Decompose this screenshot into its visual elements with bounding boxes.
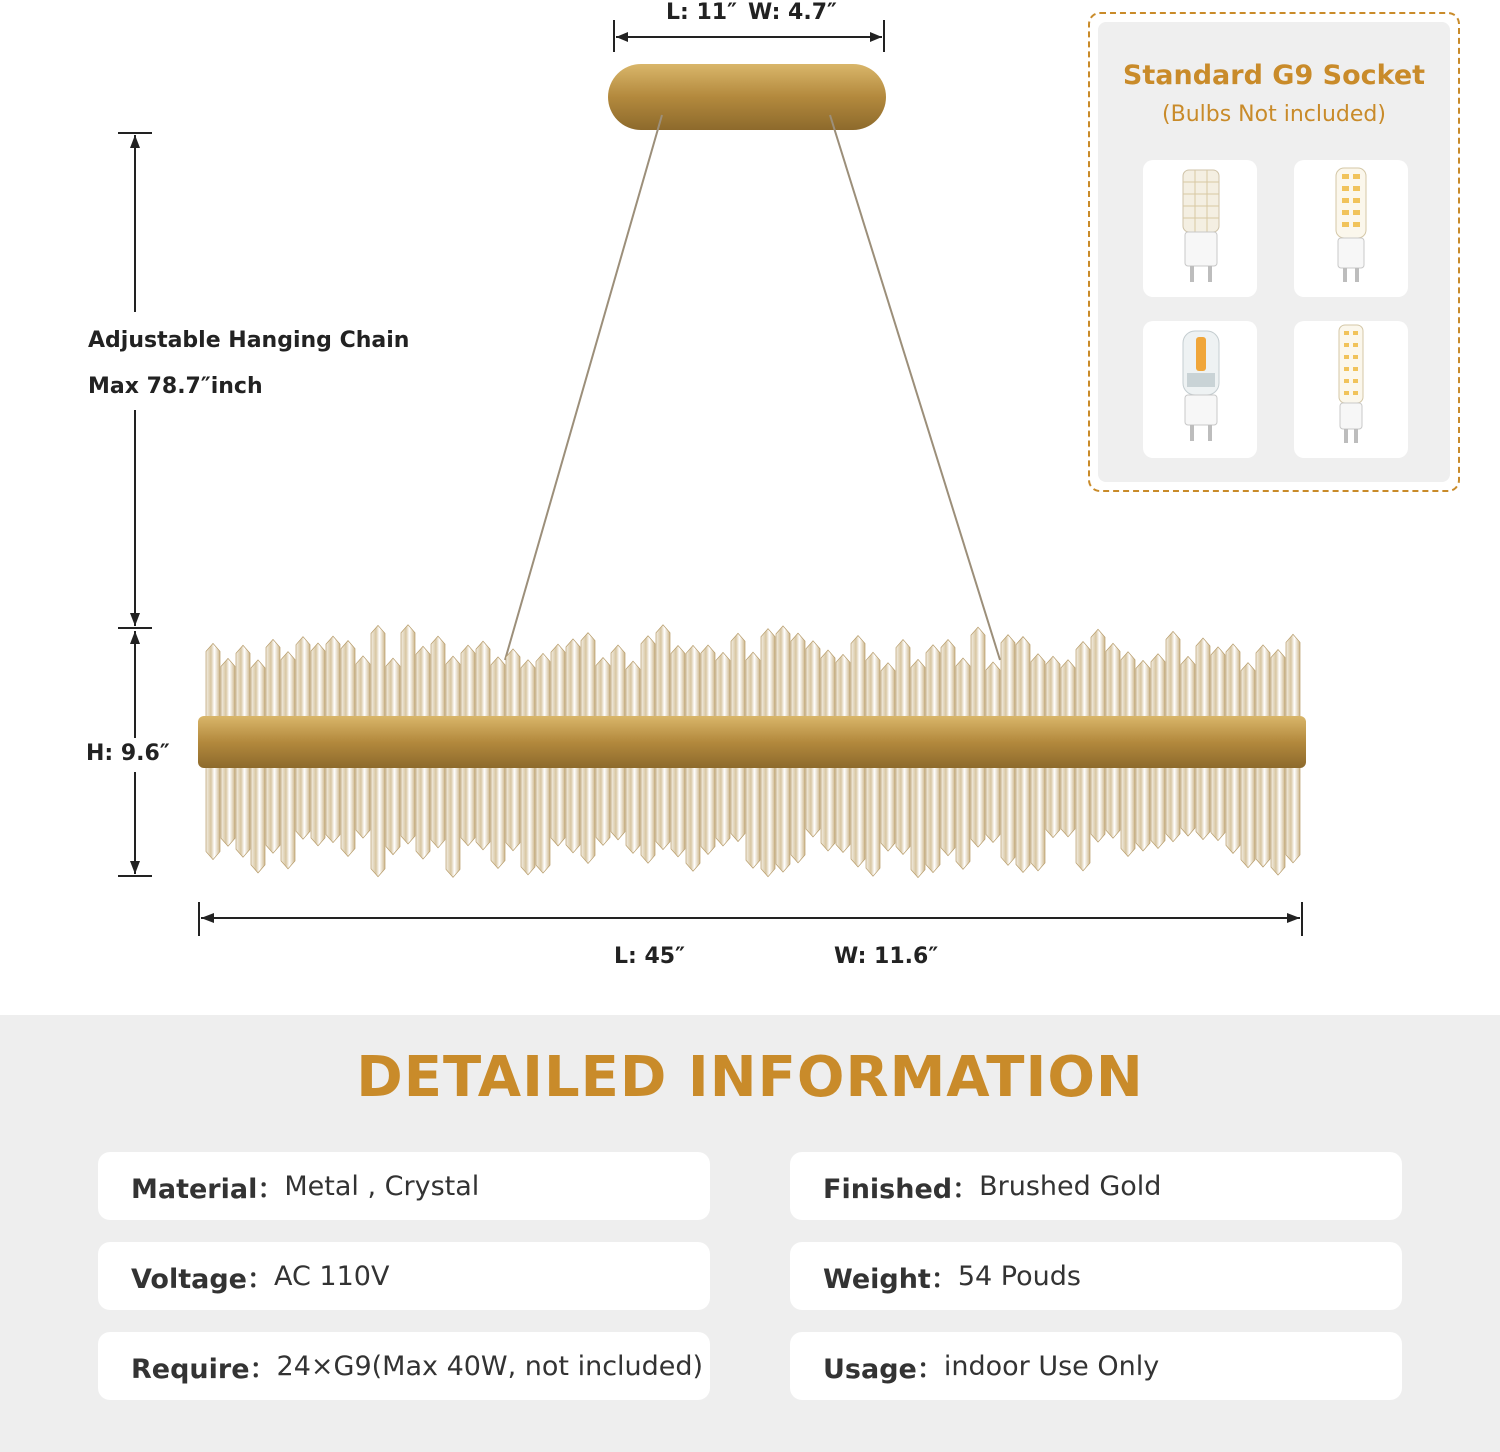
crystal-prism [926,766,940,873]
crystal-prism [806,766,820,837]
crystal-prism [1211,647,1225,718]
crystal-prism [1151,766,1165,848]
crystal-prism [581,633,595,718]
info-value: Metal , Crystal [284,1170,480,1202]
crystal-prism [1001,766,1015,865]
crystal-prism [491,657,505,718]
crystal-prism [1136,766,1150,851]
crystal-prism [836,766,850,853]
crystal-prism [326,636,340,718]
crystal-prism [1031,654,1045,718]
info-section [0,1015,1500,1452]
crystal-prism [596,658,610,718]
crystal-prism [821,650,835,718]
g9-cob-bulb-icon [1143,321,1257,458]
info-row-weight [790,1242,1402,1310]
info-row-finished [790,1152,1402,1220]
crystal-prism [731,633,745,718]
crystal-prism [491,766,505,868]
crystal-prism [1226,644,1240,718]
crystal-prism [296,766,310,839]
crystal-prism [521,660,535,718]
crystal-prism [956,658,970,718]
crystal-prism [971,627,985,718]
crystal-prism [1166,766,1180,842]
canopy-width-label: W: 4.7″ [748,0,837,25]
crystal-prism [281,652,295,718]
crystal-prism [611,766,625,840]
crystal-prism [371,625,385,718]
crystal-prism [236,645,250,718]
crystal-prism [266,639,280,718]
hanging-cable-left [505,115,662,660]
crystal-prism [581,766,595,863]
chain-label [88,318,409,410]
crystal-prism [941,766,955,856]
height-label: H: 9.6″ [86,741,170,766]
crystal-prism [911,766,925,878]
socket-panel [1088,12,1460,492]
info-value: Brushed Gold [979,1170,1162,1202]
crystal-prism [1016,766,1030,873]
gold-band [198,716,1306,768]
crystal-prism [866,652,880,718]
crystal-prism [911,659,925,718]
crystal-prism [506,649,520,718]
info-key: Weight： [823,1263,958,1295]
crystal-prism [506,766,520,851]
crystal-prism [401,766,415,844]
crystal-prism [251,766,265,873]
crystal-prism [371,766,385,877]
crystal-prism [1211,766,1225,841]
crystal-prism [1181,766,1195,836]
info-key: Voltage： [131,1263,274,1295]
crystal-prism [956,766,970,869]
crystal-prism [1136,660,1150,718]
crystal-prism [1181,656,1195,718]
crystal-prism [851,636,865,718]
crystal-prism [1226,766,1240,853]
info-row-material [98,1152,710,1220]
crystal-prism [416,766,430,859]
crystal-prism [986,766,1000,842]
crystal-prism [1286,634,1300,718]
crystal-prism [386,658,400,718]
socket-subtitle: (Bulbs Not included) [1162,102,1386,127]
crystal-prism [836,654,850,718]
crystal-prism [896,640,910,718]
crystal-prism [1061,766,1075,837]
crystal-prism [656,625,670,718]
crystal-prism [686,645,700,718]
crystal-prism [251,660,265,718]
crystal-prism [1256,766,1270,867]
crystal-prism [1046,656,1060,718]
length-dimension-arrow [199,902,1302,936]
info-row-require [98,1332,710,1400]
crystal-prism [791,766,805,863]
crystal-prism [1256,645,1270,718]
g9-corn-bulb-icon [1294,160,1408,297]
crystal-prism [641,766,655,863]
crystal-prism [1046,766,1060,838]
crystal-prism [1106,766,1120,838]
crystal-prism [716,652,730,718]
socket-title: Standard G9 Socket [1122,60,1426,91]
canopy [608,64,886,130]
crystal-prism [701,766,715,854]
crystal-prism [476,766,490,850]
info-key: Require： [131,1353,277,1385]
crystal-prism [1121,766,1135,857]
crystal-prism [1001,635,1015,718]
crystal-prism [881,663,895,718]
crystal-prism [1031,766,1045,871]
crystal-prism [221,658,235,718]
crystal-prism [566,766,580,853]
crystal-prism [971,766,985,847]
crystal-prism [221,766,235,846]
info-key: Usage： [823,1353,944,1385]
crystal-prism [1271,649,1285,718]
crystal-prism [731,766,745,842]
crystal-prism [431,636,445,718]
crystal-prism [446,766,460,877]
crystal-prism [446,656,460,718]
crystal-prism [326,766,340,843]
crystal-prism [1091,629,1105,718]
crystal-prism [806,641,820,718]
crystal-prism [1016,637,1030,718]
crystal-prism [851,766,865,867]
crystal-prism [566,639,580,718]
crystal-prism [431,766,445,848]
crystal-prism [986,662,1000,718]
crystal-prism [236,766,250,857]
crystal-prism [1121,652,1135,718]
crystal-prism [1061,660,1075,718]
g9-led-bulb-icon [1143,160,1257,297]
crystal-prism [866,766,880,876]
crystal-prism [356,656,370,718]
crystal-prism [1076,642,1090,718]
crystal-prism [386,766,400,855]
crystal-prism [1241,766,1255,868]
crystal-prism [401,625,415,718]
upper-crystals [206,625,1300,718]
info-key: Material： [131,1173,285,1205]
crystal-prism [611,645,625,718]
crystal-prism [281,766,295,869]
fixture-width-label: W: 11.6″ [834,944,939,969]
crystal-prism [686,766,700,871]
info-value: 24×G9(Max 40W, not included) [276,1350,704,1382]
chain-max: Max 78.7″inch [88,374,263,399]
crystal-prism [671,766,685,857]
crystal-prism [776,626,790,718]
crystal-prism [1076,766,1090,871]
info-row-voltage [98,1242,710,1310]
crystal-prism [1091,766,1105,842]
crystal-prism [656,766,670,850]
crystal-prism [1196,638,1210,718]
crystal-prism [1106,643,1120,718]
g9-slim-corn-bulb-icon [1294,321,1408,458]
crystal-prism [626,661,640,718]
crystal-prism [356,766,370,838]
fixture-length-label: L: 45″ [614,944,685,969]
crystal-prism [821,766,835,851]
crystal-prism [311,643,325,718]
crystal-prism [296,637,310,718]
info-row-usage [790,1332,1402,1400]
crystal-prism [536,766,550,873]
crystal-prism [521,766,535,875]
crystal-prism [461,766,475,846]
canopy-length-label: L: 11″ [666,0,737,25]
info-value: AC 110V [274,1260,390,1292]
crystal-prism [776,766,790,872]
crystal-prism [416,646,430,718]
crystal-prism [746,766,760,868]
crystal-prism [536,653,550,718]
crystal-prism [1241,663,1255,718]
crystal-prism [896,766,910,855]
crystal-prism [701,645,715,718]
crystal-prism [461,645,475,718]
crystal-prism [671,645,685,718]
info-key: Finished： [823,1173,980,1205]
crystal-prism [311,766,325,846]
socket-panel-inner [1098,22,1450,482]
crystal-prism [551,644,565,718]
info-value: indoor Use Only [943,1350,1160,1382]
crystal-prism [926,645,940,718]
crystal-prism [1286,766,1300,863]
crystal-prism [761,766,775,877]
crystal-prism [1166,631,1180,718]
info-value: 54 Pouds [957,1260,1081,1292]
crystal-prism [341,641,355,718]
crystal-prism [641,636,655,718]
crystal-prism [476,641,490,718]
crystal-prism [551,766,565,846]
crystal-prism [206,766,220,860]
crystal-prism [881,766,895,851]
crystal-prism [596,766,610,845]
crystal-prism [1151,654,1165,718]
crystal-prism [626,766,640,853]
crystal-prism [1271,766,1285,875]
crystal-prism [716,766,730,846]
lower-crystals [206,766,1300,878]
chain-title: Adjustable Hanging Chain [88,328,410,353]
crystal-prism [791,633,805,718]
crystal-prism [341,766,355,856]
crystal-prism [761,629,775,718]
crystal-prism [941,640,955,718]
crystal-prism [206,643,220,718]
crystal-prism [266,766,280,853]
crystal-prism [746,652,760,718]
hanging-cable-right [830,115,1000,660]
crystal-prism [1196,766,1210,840]
info-title: DETAILED INFORMATION [356,1045,1144,1110]
